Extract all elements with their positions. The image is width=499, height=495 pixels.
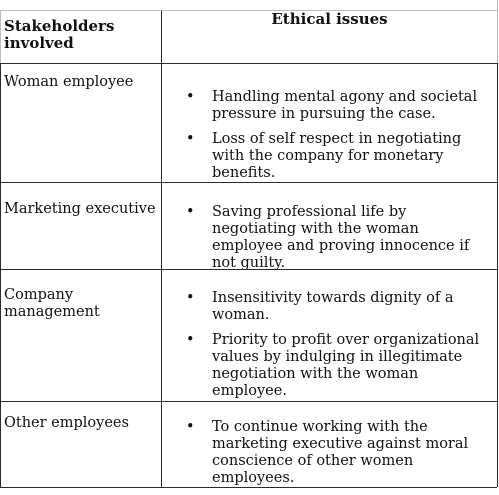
- list-item: [186, 89, 486, 123]
- list-item: [186, 332, 486, 400]
- list-item: [186, 131, 486, 182]
- issue-text: To continue working with the marketing executive against moral conscience of other women employees.: [212, 419, 469, 486]
- list-item: [186, 419, 486, 487]
- bullet-icon: •: [186, 131, 195, 147]
- stakeholder-cell: Other employees: [4, 415, 129, 431]
- header-right-border: [497, 0, 498, 63]
- issue-text: Saving professional life by negotiating with the woman employee and proving innocence if not guilty.: [212, 204, 470, 271]
- issue-text: Handling mental agony and societal pressure in pursuing the case.: [212, 89, 478, 122]
- issues-list: [186, 419, 486, 495]
- list-item: [186, 290, 486, 324]
- bullet-icon: •: [186, 204, 195, 220]
- stakeholder-cell: Company management: [4, 287, 100, 320]
- bullet-icon: •: [186, 332, 195, 348]
- stakeholder-cell: Woman employee: [4, 74, 134, 90]
- stakeholder-cell: Marketing executive: [4, 201, 156, 217]
- issues-list: [186, 290, 486, 408]
- issue-text: Insensitivity towards dignity of a woman.: [212, 290, 454, 323]
- bullet-icon: •: [186, 419, 195, 435]
- table-right-border: [497, 63, 498, 487]
- bullet-icon: •: [186, 290, 195, 306]
- header-ethical-issues: Ethical issues: [271, 10, 388, 28]
- header-stakeholders: Stakeholders involved: [4, 17, 115, 52]
- list-item: [186, 204, 486, 272]
- issues-list: [186, 89, 486, 190]
- issue-text: Priority to profit over organizational values by indulging in illegitimate negotiation with the woman employee.: [212, 332, 480, 399]
- bullet-icon: •: [186, 89, 195, 105]
- issue-text: Loss of self respect in negotiating with the company for monetary benefits.: [212, 131, 462, 181]
